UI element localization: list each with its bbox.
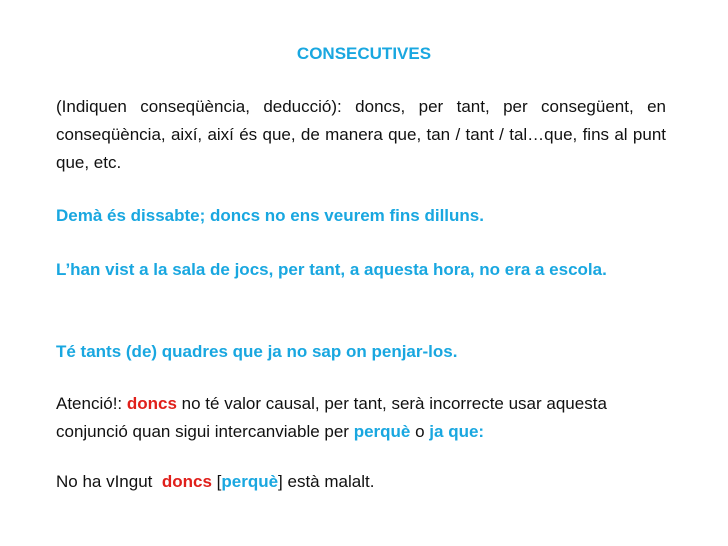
- final-bracket-close: ]: [278, 472, 283, 491]
- final-end: està malalt.: [282, 472, 375, 491]
- note-alt2: ja que:: [429, 422, 485, 441]
- final-start: No ha vIngut: [56, 472, 162, 491]
- example-1: Demà és dissabte; doncs no ens veurem fins dilluns.: [56, 206, 484, 225]
- note-keyword: doncs: [126, 394, 177, 413]
- note-alt1: perquè: [353, 422, 411, 441]
- final-bracket-open: [: [211, 472, 222, 491]
- note-paragraph: [56, 390, 666, 446]
- final-keyword: doncs: [161, 472, 212, 491]
- note-text: no té valor causal, per tant, serà incorrecte usar aquesta conjunció quan sigui intercanviable per: [56, 394, 607, 441]
- final-example: [56, 468, 666, 496]
- note-connector: o: [410, 422, 430, 441]
- example-2: L’han vist a la sala de jocs, per tant, a aquesta hora, no era a escola.: [56, 260, 607, 279]
- definition-paragraph: (Indiquen conseqüència, deducció): doncs, per tant, per consegüent, en conseqüència, així, així és que, de manera que, tan / tant / tal…que, fins al punt que, etc.: [56, 97, 666, 172]
- example-3: Té tants (de) quadres que ja no sap on penjar-los.: [56, 342, 458, 361]
- slide-title: CONSECUTIVES: [296, 44, 432, 63]
- final-alt: perquè: [221, 472, 279, 491]
- note-prefix: Atenció!:: [56, 394, 127, 413]
